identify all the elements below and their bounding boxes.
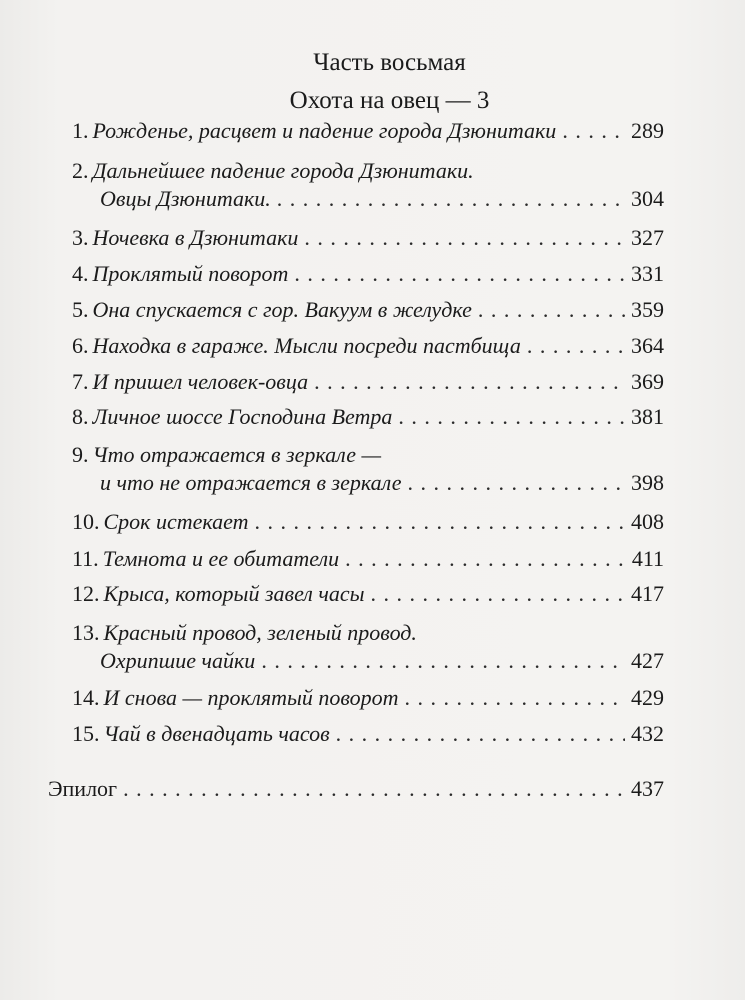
entry-number: 8. — [72, 404, 89, 429]
toc-entry-11 — [72, 545, 664, 573]
entry-title: Красный провод, зеленый провод. — [103, 620, 417, 645]
leader-dots — [398, 403, 625, 431]
entry-number: 11. — [72, 546, 99, 571]
epilogue-title: Эпилог — [48, 776, 118, 801]
entry-title: Крыса, который завел часы — [103, 581, 365, 606]
entry-title: Проклятый поворот — [92, 261, 289, 286]
toc-entry-7 — [72, 368, 664, 396]
entry-number: 3. — [72, 225, 89, 250]
toc-entry-12 — [72, 580, 664, 608]
leader-dots — [123, 775, 625, 803]
entry-title: Находка в гараже. Мысли посреди пастбища — [92, 333, 521, 358]
entry-title-continued: Охрипшие чайки — [100, 648, 256, 673]
toc-entry-9 — [72, 441, 664, 497]
leader-dots — [294, 260, 625, 288]
entry-number: 9. — [72, 442, 89, 467]
entry-title: Дальнейшее падение города Дзюнитаки. — [92, 158, 474, 183]
leader-dots — [277, 185, 625, 213]
entry-title: Темнота и ее обитатели — [102, 546, 340, 571]
entry-page: 369 — [631, 369, 664, 394]
leader-dots — [527, 332, 625, 360]
entry-number: 13. — [72, 620, 100, 645]
entry-title: Личное шоссе Господина Ветра — [92, 404, 393, 429]
leader-dots — [314, 368, 625, 396]
entry-number: 5. — [72, 297, 89, 322]
entry-title: И снова — проклятый поворот — [103, 685, 399, 710]
toc-entry-1 — [72, 117, 664, 145]
entry-page: 411 — [631, 546, 664, 571]
entry-number: 12. — [72, 581, 100, 606]
entry-title: Рожденье, расцвет и падение города Дзюнитаки — [92, 118, 557, 143]
entry-title: И пришел человек-овца — [92, 369, 309, 394]
leader-dots — [304, 224, 625, 252]
entry-number: 10. — [72, 509, 100, 534]
entry-page: 429 — [631, 685, 664, 710]
toc-entry-15 — [72, 720, 664, 748]
leader-dots — [371, 580, 625, 608]
entry-page: 289 — [631, 118, 664, 143]
leader-dots — [478, 296, 625, 324]
toc-entry-4 — [72, 260, 664, 288]
toc-entry-10 — [72, 508, 664, 536]
leader-dots — [562, 117, 625, 145]
leader-dots — [255, 508, 626, 536]
entry-title: Она спускается с гор. Вакуум в желудке — [92, 297, 472, 322]
toc-epilogue — [48, 775, 664, 803]
entry-page: 304 — [631, 186, 664, 211]
entry-page: 364 — [631, 333, 664, 358]
entry-page: 432 — [631, 721, 664, 746]
leader-dots — [408, 469, 625, 497]
leader-dots — [336, 720, 625, 748]
toc-entry-14 — [72, 684, 664, 712]
entry-title: Что отражается в зеркале — — [92, 442, 382, 467]
toc-entry-6 — [72, 332, 664, 360]
toc-entry-5 — [72, 296, 664, 324]
entry-page: 381 — [631, 404, 664, 429]
entry-number: 6. — [72, 333, 89, 358]
entry-page: 417 — [631, 581, 664, 606]
toc-entry-3 — [72, 224, 664, 252]
entry-page: 427 — [631, 648, 664, 673]
entry-number: 7. — [72, 369, 89, 394]
entry-number: 4. — [72, 261, 89, 286]
toc-entry-8 — [72, 403, 664, 431]
entry-number: 1. — [72, 118, 89, 143]
entry-page: 327 — [631, 225, 664, 250]
part-title: Часть восьмая — [313, 49, 466, 76]
entry-number: 15. — [72, 721, 100, 746]
entry-number: 14. — [72, 685, 100, 710]
entry-page: 398 — [631, 470, 664, 495]
entry-title-continued: и что не отражается в зеркале — [100, 470, 402, 495]
section-title: Охота на овец — 3 — [289, 87, 490, 114]
entry-title: Ночевка в Дзюнитаки — [92, 225, 299, 250]
entry-number: 2. — [72, 158, 89, 183]
entry-page: 408 — [631, 509, 664, 534]
toc-entry-2 — [72, 157, 664, 213]
entry-title: Срок истекает — [103, 509, 249, 534]
entry-title: Чай в двенадцать часов — [103, 721, 330, 746]
entry-page: 331 — [631, 261, 664, 286]
leader-dots — [345, 545, 626, 573]
entry-page: 359 — [631, 297, 664, 322]
leader-dots — [261, 647, 625, 675]
entry-title-continued: Овцы Дзюнитаки. — [100, 186, 271, 211]
epilogue-page: 437 — [631, 776, 664, 801]
leader-dots — [405, 684, 625, 712]
toc-entry-13 — [72, 619, 664, 675]
